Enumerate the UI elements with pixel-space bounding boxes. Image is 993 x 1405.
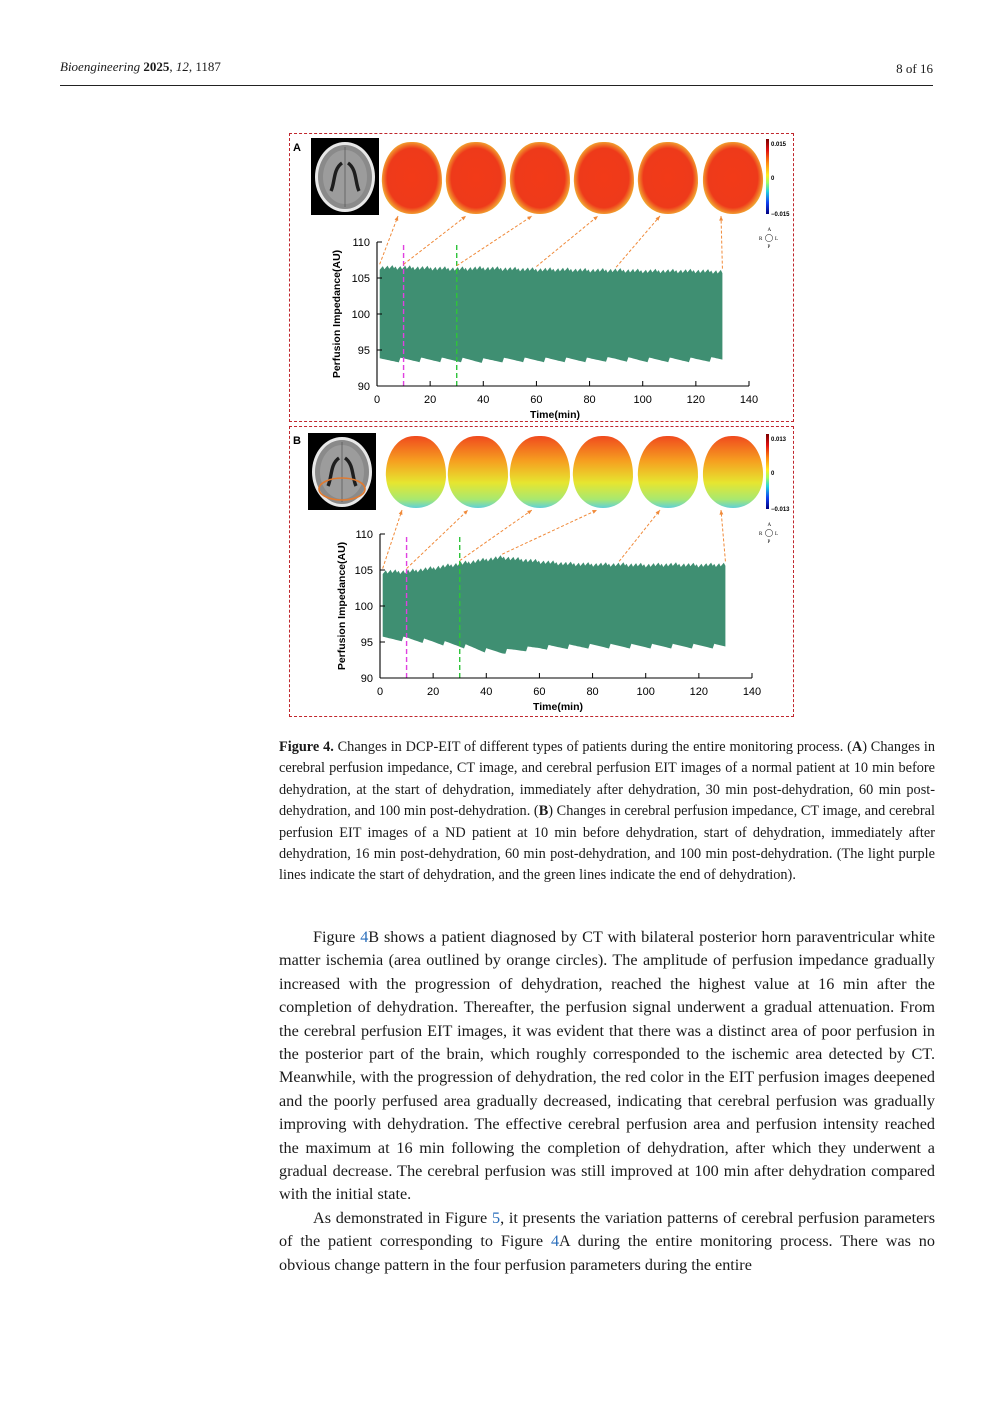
figure-panel-b — [289, 426, 794, 717]
page-number: 8 of 16 — [896, 61, 933, 76]
x-tick-label: 40 — [480, 686, 493, 698]
colorbar-min: −0.015 — [771, 212, 790, 218]
arrow-line — [721, 216, 722, 269]
eit-head-6 — [703, 436, 763, 508]
x-axis-title: Time(min) — [530, 409, 580, 421]
impedance-chart — [336, 529, 761, 713]
x-tick-label: 120 — [686, 394, 706, 406]
eit-head-3 — [510, 436, 570, 508]
y-tick-label: 105 — [354, 565, 373, 577]
arrow-line — [407, 510, 468, 569]
x-axis-title: Time(min) — [533, 701, 583, 713]
impedance-chart — [331, 237, 758, 421]
eit-head-1 — [382, 142, 442, 214]
compass-circle — [765, 529, 772, 536]
x-tick-label: 0 — [376, 686, 384, 698]
colorbar-strip — [766, 139, 769, 214]
arrow-head — [461, 216, 466, 220]
compass-top: A — [767, 228, 772, 233]
arrow-head — [592, 510, 597, 514]
caption-b-letter: B — [538, 803, 549, 820]
orientation-compass — [759, 523, 778, 545]
colorbar-mid: 0 — [771, 176, 775, 182]
arrow-line — [457, 216, 532, 266]
arrow-head — [527, 216, 532, 220]
compass-left: R — [759, 237, 763, 242]
compass-right: L — [775, 532, 779, 537]
timepoint-arrows — [380, 216, 723, 269]
x-tick-label: 100 — [633, 394, 652, 406]
y-tick-label: 100 — [354, 601, 373, 613]
ct-image — [311, 138, 379, 215]
signal-band — [380, 265, 723, 363]
compass-bottom: P — [767, 540, 771, 545]
eit-head-4 — [573, 436, 633, 508]
y-tick-label: 95 — [357, 345, 370, 357]
compass-left: R — [759, 532, 763, 537]
colorbar — [766, 434, 790, 513]
y-axis-title: Perfusion Impedance(AU) — [331, 249, 343, 379]
panel-a-graphic — [290, 134, 795, 423]
x-tick-label: 120 — [689, 686, 709, 698]
panel-letter: B — [293, 435, 301, 447]
x-tick-label: 0 — [373, 394, 381, 406]
header-divider — [60, 85, 933, 86]
paragraph-1: Figure 4B shows a patient diagnosed by CT with bilateral posterior horn paraventricular white matter ischemia (area outlined by orange circles). The amplitude of perfusion impedance gradually increased with the progression of dehydration, reached the highest value at 16 min after the completion of dehydration. Thereafter, the perfusion signal underwent a gradual attenuation. From the cerebral perfusion EIT images, it was evident that there was a distinct area of poor perfusion in the posterior part of the brain, which roughly corresponded to the ischemic area detected by CT. Meanwhile, with the progression of dehydration, the red color in the EIT perfusion images deepened and the poorly perfused area gradually decreased, indicating that cerebral perfusion was gradually improving with dehydration. The effective cerebral perfusion area and perfusion intensity reached the maximum at 16 min following the completion of dehydration, after which they underwent a gradual decrease. The cerebral perfusion was still improved at 100 min after dehydration compared with the initial state. — [279, 928, 935, 1204]
panel-letter: A — [293, 142, 301, 154]
arrow-head — [463, 510, 468, 515]
figure-caption — [279, 737, 935, 887]
caption-b-text: ) Changes in cerebral perfusion impedance, CT image, and cerebral perfusion EIT images of a ND patient at 10 min before dehydration, start of dehydration, immediately after dehydration, 16 min post-dehydration, 60 min post-dehydration, and 100 min post-dehydration. (The light purple lines indicate the start of dehydration, and the green lines indicate the end of dehydration). — [279, 803, 935, 884]
arrow-line — [721, 510, 725, 561]
y-tick-label: 110 — [352, 237, 370, 249]
figure-ref-link[interactable]: 4 — [550, 1232, 560, 1251]
compass-bottom: P — [767, 245, 771, 250]
eit-images — [386, 436, 763, 508]
y-tick-label: 100 — [351, 309, 370, 321]
x-tick-label: 100 — [636, 686, 655, 698]
eit-head-2 — [446, 142, 506, 214]
journal-name: Bioengineering — [60, 59, 141, 74]
timepoint-arrows — [383, 510, 726, 569]
eit-head-5 — [638, 436, 698, 508]
x-tick-label: 140 — [742, 686, 762, 698]
arrow-head — [395, 216, 399, 221]
y-tick-label: 105 — [351, 273, 370, 285]
x-tick-label: 140 — [739, 394, 759, 406]
eit-images — [382, 142, 763, 214]
journal-volume: 12 — [175, 59, 189, 74]
figure-ref-link[interactable]: 4 — [360, 928, 369, 946]
compass-top: A — [767, 523, 772, 528]
eit-head-1 — [386, 436, 446, 508]
figure-ref-link[interactable]: 5 — [491, 1208, 501, 1227]
eit-head-6 — [703, 142, 763, 214]
arrow-head — [399, 510, 403, 515]
arrow-line — [619, 510, 660, 561]
orientation-compass — [759, 228, 778, 250]
x-tick-label: 40 — [477, 394, 490, 406]
y-tick-label: 110 — [355, 529, 373, 541]
eit-head-4 — [574, 142, 634, 214]
compass-right: L — [775, 237, 779, 242]
paragraph-2: As demonstrated in Figure 5, it presents the variation patterns of cerebral perfusion parameters of the patient corresponding to Figure 4A during the entire monitoring process. There was no obvious change pattern in the four perfusion parameters during the entire — [279, 1208, 935, 1274]
eit-head-3 — [510, 142, 570, 214]
y-tick-label: 95 — [360, 637, 373, 649]
running-header: Bioengineering 2025, 12, 1187 — [60, 59, 221, 74]
x-tick-label: 20 — [424, 394, 437, 406]
y-tick-label: 90 — [357, 381, 370, 393]
arrow-line — [380, 216, 398, 264]
colorbar-max: 0.013 — [771, 437, 787, 443]
arrow-line — [616, 216, 660, 267]
colorbar-min: −0.013 — [771, 507, 790, 513]
arrow-head — [527, 510, 532, 514]
caption-a-letter: A — [851, 739, 863, 755]
eit-head-5 — [638, 142, 698, 214]
colorbar-strip — [766, 434, 769, 509]
arrow-line — [502, 510, 597, 554]
x-tick-label: 20 — [427, 686, 440, 698]
y-axis-title: Perfusion Impedance(AU) — [336, 541, 348, 671]
body-text — [279, 926, 935, 1277]
arrow-line — [460, 510, 532, 561]
signal-band — [383, 555, 726, 654]
figure-panel-a — [289, 133, 794, 422]
colorbar-mid: 0 — [771, 471, 775, 477]
arrow-line — [383, 510, 402, 569]
x-tick-label: 80 — [583, 394, 596, 406]
colorbar — [766, 139, 790, 218]
x-tick-label: 60 — [530, 394, 543, 406]
compass-circle — [765, 234, 772, 241]
panel-b-graphic — [290, 427, 795, 718]
caption-label: Figure 4. — [279, 739, 334, 755]
colorbar-max: 0.015 — [771, 142, 787, 148]
caption-a-text: ) Changes in cerebral perfusion impedance, CT image, and cerebral perfusion EIT images of a normal patient at 10 min before dehydration, at the start of dehydration, immediately after dehydration, 30 min post-dehydration, 60 min post-dehydration, and 100 min post-dehydration. ( — [279, 739, 935, 820]
x-tick-label: 80 — [586, 686, 599, 698]
caption-text: Changes in DCP-EIT of different types of patients during the entire monitoring process. ( — [337, 739, 852, 755]
y-tick-label: 90 — [360, 673, 373, 685]
eit-head-2 — [448, 436, 508, 508]
arrow-line — [536, 216, 598, 266]
x-tick-label: 60 — [533, 686, 546, 698]
arrow-head — [593, 216, 598, 220]
ct-image — [308, 433, 376, 510]
arrow-head — [719, 216, 723, 221]
journal-year: 2025 — [143, 59, 170, 74]
article-number: 1187 — [195, 59, 221, 74]
